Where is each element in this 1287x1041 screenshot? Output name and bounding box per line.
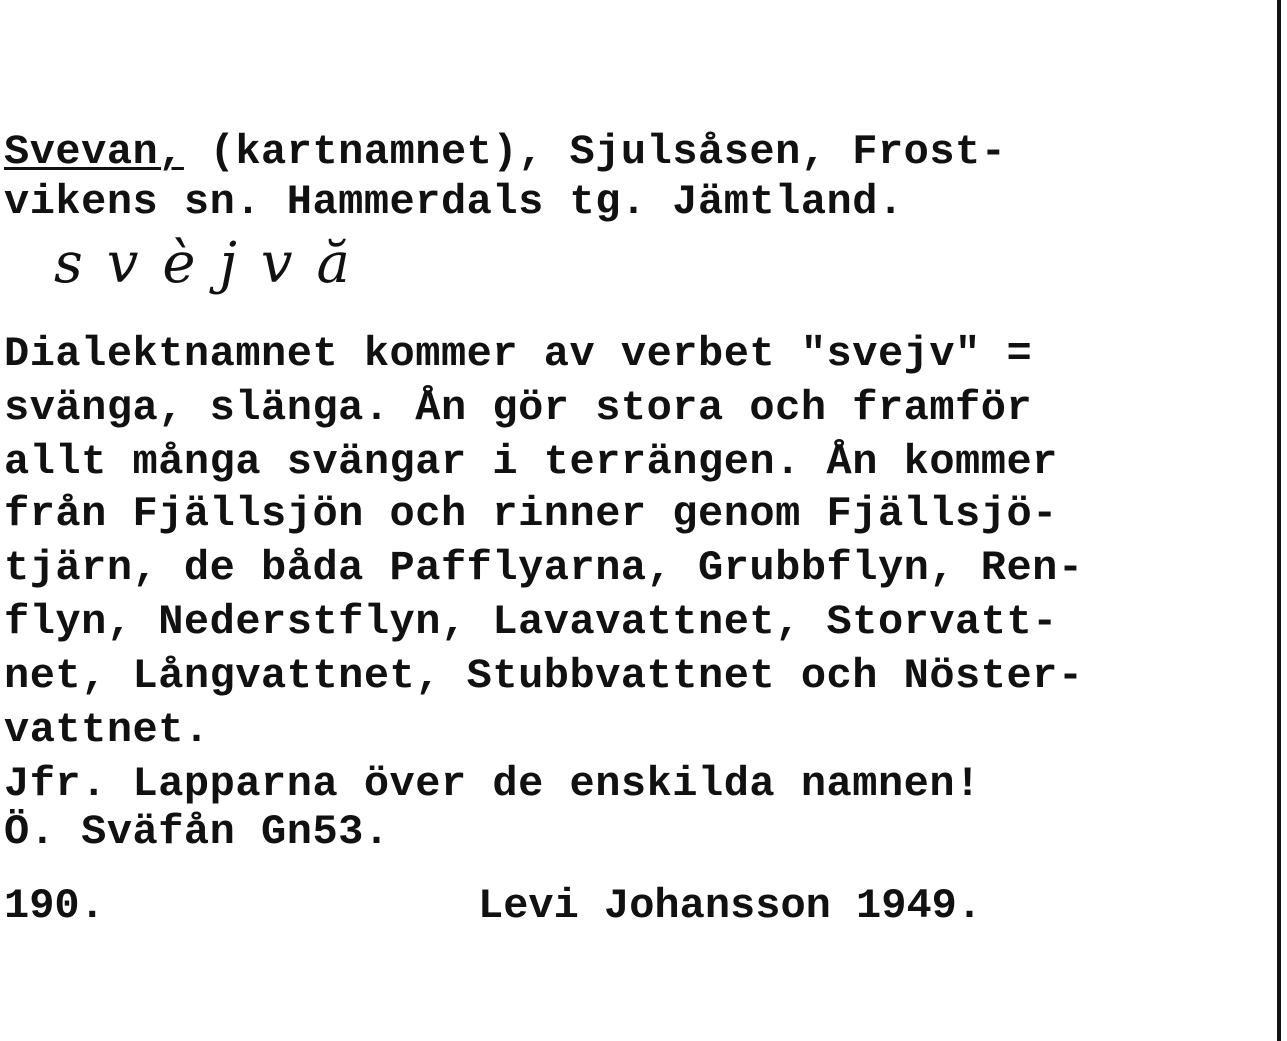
body-line-10: Ö. Sväfån Gn53.	[4, 808, 390, 856]
phonetic-transcription: svèjvă	[54, 231, 374, 296]
header-line-1	[4, 128, 1006, 176]
body-line-1: Dialektnamnet kommer av verbet "svejv" =	[4, 330, 1033, 378]
body-line-4: från Fjällsjön och rinner genom Fjällsjö-	[4, 490, 1058, 538]
card-number: 190.	[4, 882, 105, 930]
body-line-9: Jfr. Lapparna över de enskilda namnen!	[4, 760, 981, 808]
body-line-2: svänga, slänga. Ån gör stora och framför	[4, 384, 1033, 432]
author-signature-line: Levi Johansson 1949.	[478, 882, 983, 930]
body-line-3: allt många svängar i terrängen. Ån kommer	[4, 438, 1058, 486]
place-name: Svevan,	[4, 128, 184, 176]
body-line-6: flyn, Nederstflyn, Lavavattnet, Storvatt-	[4, 598, 1058, 646]
body-line-8: vattnet.	[4, 706, 210, 754]
card-edge	[1277, 0, 1281, 1041]
header-line-1-rest: (kartnamnet), Sjulsåsen, Frost-	[183, 128, 1007, 176]
body-line-7: net, Långvattnet, Stubbvattnet och Nöster-	[4, 652, 1084, 700]
header-line-2: vikens sn. Hammerdals tg. Jämtland.	[4, 178, 904, 226]
body-line-5: tjärn, de båda Pafflyarna, Grubbflyn, Ren-	[4, 544, 1084, 592]
